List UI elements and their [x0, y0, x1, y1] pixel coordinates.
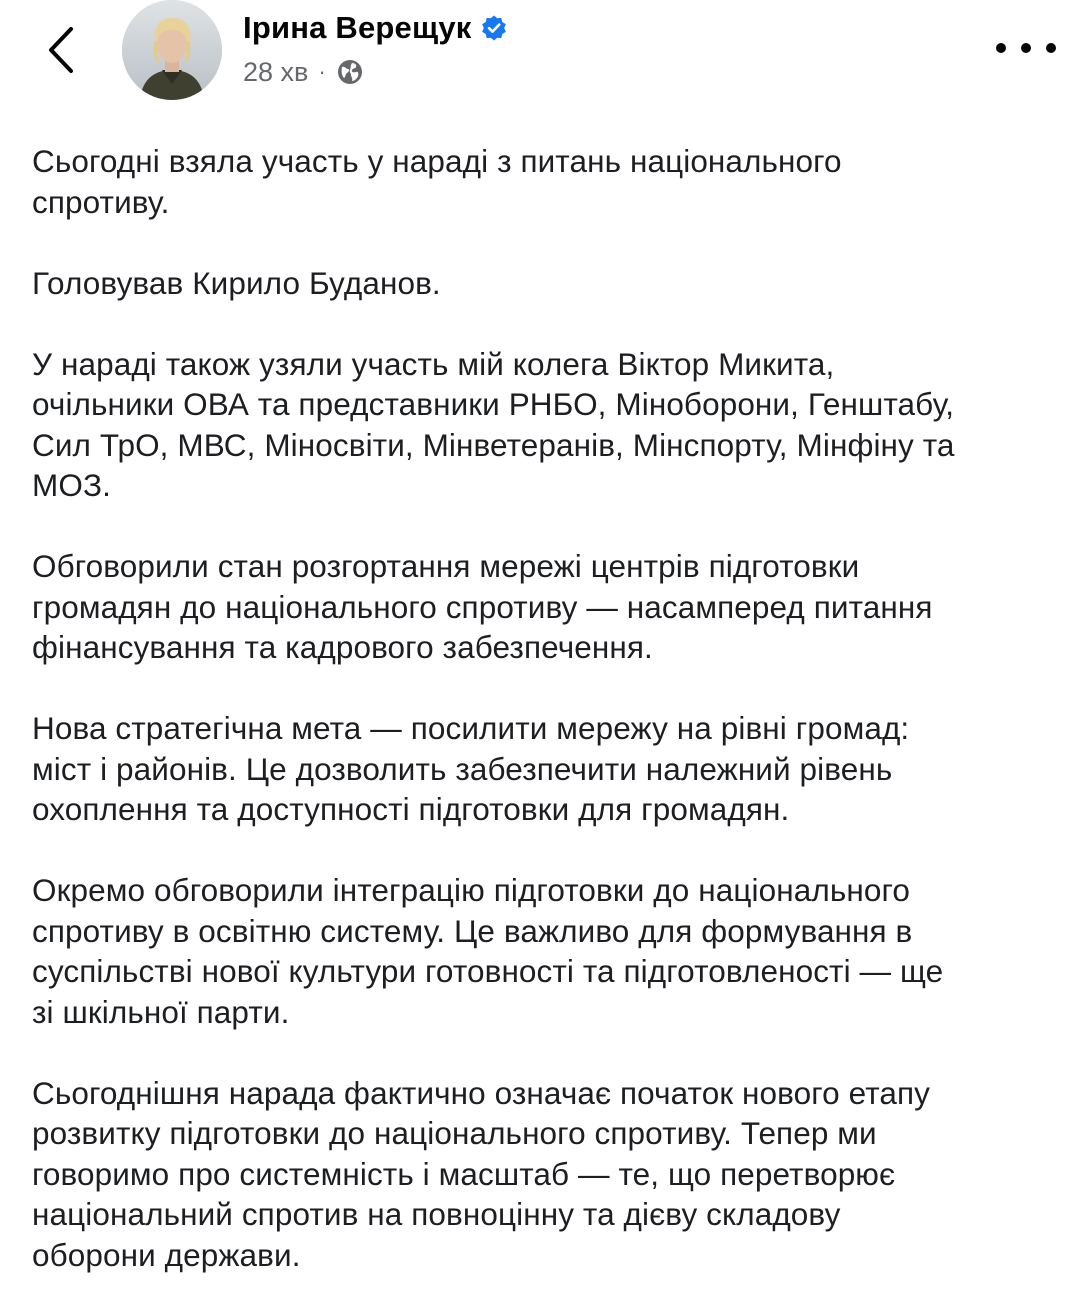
avatar[interactable] — [122, 0, 222, 100]
post-paragraph: Обговорили стан розгортання мережі центрів підготовки громадян до національного спротиву — насамперед питання фінансування та кадрового забезпечення. — [32, 548, 933, 665]
author-row — [243, 6, 508, 50]
globe-icon[interactable] — [336, 58, 364, 86]
more-horizontal-icon — [1021, 43, 1031, 53]
post-meta — [243, 54, 364, 90]
post-text — [32, 141, 1062, 1316]
post-paragraph: Нова стратегічна мета — посилити мережу на рівні громад: міст і районів. Це дозволить забезпечити належний рівень охоплення та доступності підготовки для громадян. — [32, 710, 910, 827]
timestamp[interactable]: 28 хв — [243, 56, 309, 87]
more-horizontal-icon — [1046, 43, 1056, 53]
chevron-left-icon — [46, 26, 76, 74]
author-name[interactable]: Ірина Верещук — [243, 10, 472, 45]
post-paragraph: Головував Кирило Буданов. — [32, 264, 441, 301]
back-button[interactable] — [36, 22, 86, 78]
post-paragraph: Сьогоднішня нарада фактично означає початок нового етапу розвитку підготовки до національного спротиву. Тепер ми говоримо про системність і масштаб — те, що перетворює національний спротив на повноцінну та дієву складову оборони держави. — [32, 1074, 931, 1273]
post-paragraph: У нараді також узяли участь мій колега Віктор Микита, очільники ОВА та представники РНБО, Міноборони, Генштабу, Сил ТрО, МВС, Міносвіти, Мінветеранів, Мінспорту, Мінфіну та МОЗ. — [32, 345, 955, 503]
more-options-button[interactable] — [996, 30, 1056, 66]
post-header — [0, 0, 1086, 120]
meta-separator: · — [318, 59, 326, 84]
post-paragraph: Сьогодні взяла участь у нараді з питань національного спротиву. — [32, 143, 842, 220]
verified-badge-icon — [480, 14, 508, 42]
avatar-photo — [122, 0, 222, 100]
post-paragraph: Окремо обговорили інтеграцію підготовки до національного спротиву в освітню систему. Це важливо для формування в суспільстві нової культури готовності та підготовленості — ще зі шкільної парти. — [32, 872, 944, 1030]
more-horizontal-icon — [996, 43, 1006, 53]
